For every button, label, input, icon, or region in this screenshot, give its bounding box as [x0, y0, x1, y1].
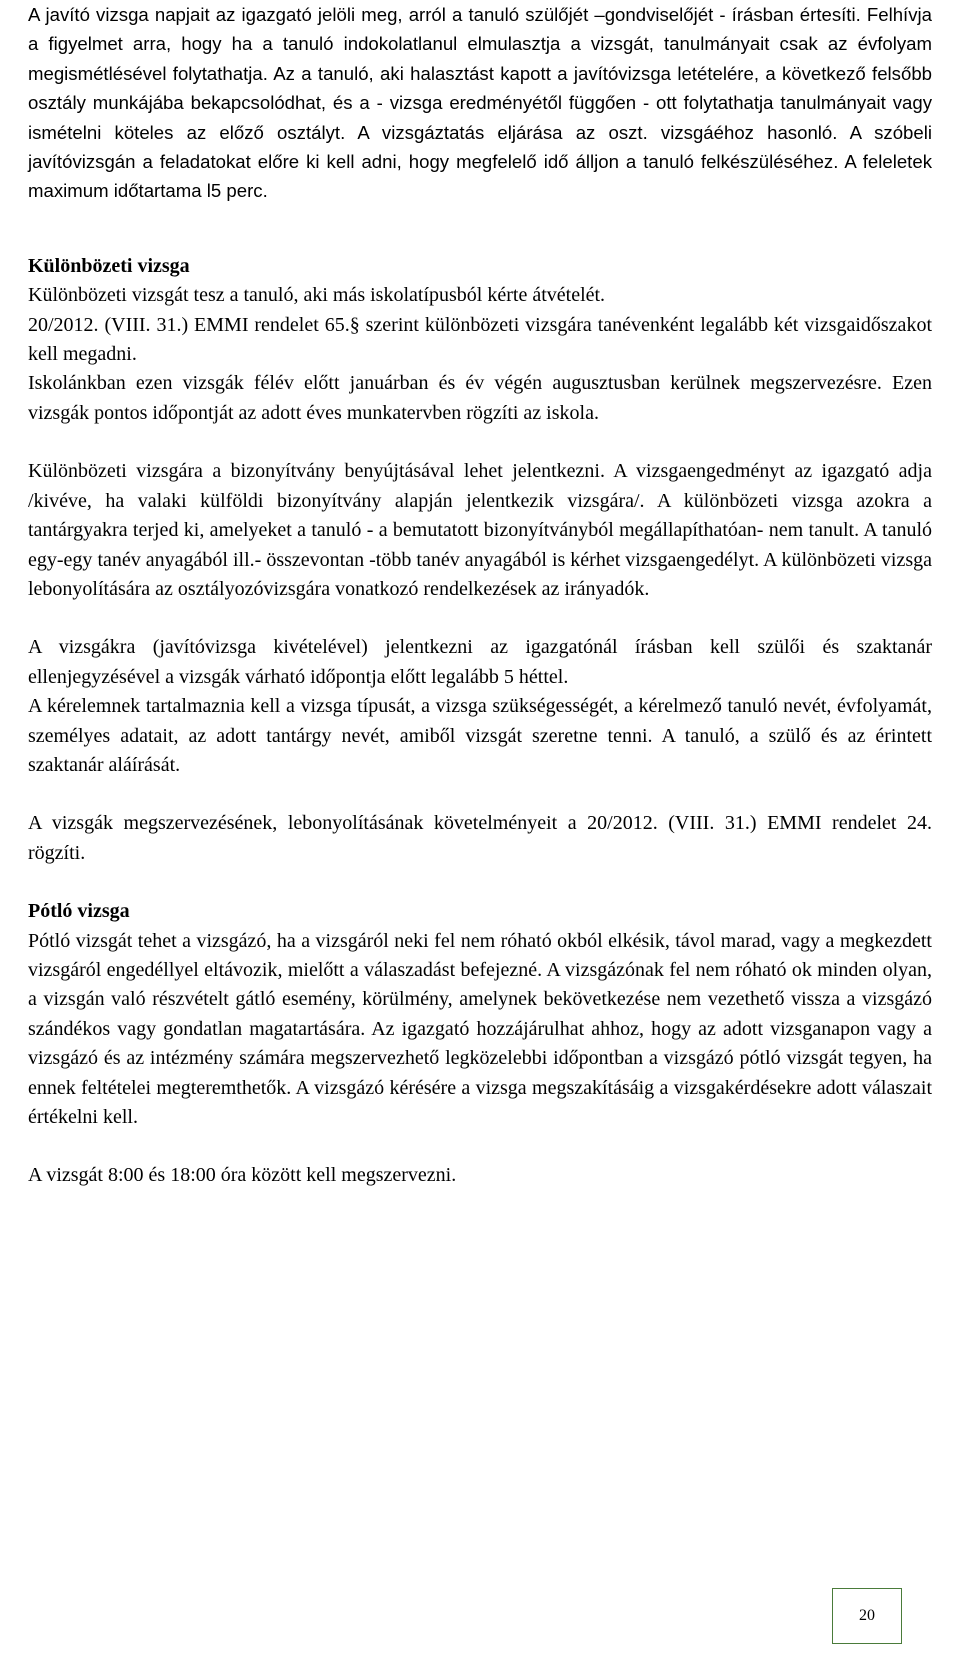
paragraph-jelentkezes: A vizsgákra (javítóvizsga kivételével) jelentkezni az igazgatónál írásban kell szülői és szaktanár ellenjegyzésével a vizsgák várható időpontja előtt legalább 5 héttel. [28, 636, 932, 688]
paragraph-kulonbozeti-2: 20/2012. (VIII. 31.) EMMI rendelet 65.§ szerint különbözeti vizsgára tanévenként legalább két vizsgaidőszakot kell megadni. [28, 313, 932, 366]
paragraph-kulonbozeti-3: Iskolánkban ezen vizsgák félév előtt januárban és év végén augusztusban kerülnek megszervezésre. Ezen vizsgák pontos időpontját az adott éves munkatervben rögzíti az iskola. [28, 372, 932, 424]
paragraph-kulonbozeti-4: Különbözeti vizsgára a bizonyítvány benyújtásával lehet jelentkezni. A vizsgaengedményt az igazgató adja /kivéve, ha valaki külföldi bizonyítvány alapján jelentkezik vizsgára/. A különbözeti vizsga azokra a tantárgyakra terjed ki, amelyeket a tanuló - a bemutatott bizonyítványból megállapíthatóan- nem tanult. A tanuló egy-egy tanév anyagából ill.- összevontan -több tanév anyagából is kérhet vizsgaengedélyt. A különbözeti vizsga lebonyolítására az osztályozóvizsgára vonatkozó rendelkezések az irányadók. [28, 460, 932, 600]
paragraph-javitovizsga: A javító vizsga napjait az igazgató jelöli meg, arról a tanuló szülőjét –gondviselőjét - írásban értesíti. Felhívja a figyelmet arra, hogy ha a tanuló indokolatlanul elmulasztja a vizsgát, tanulmányait csak az évfolyam megismétlésével folytathatja. Az a tanuló, aki halasztást kapott a javítóvizsga letételére, a következő felsőbb osztály munkájába bekapcsolódhat, és a - vizsga eredményétől függően - ott folytathatja tanulmányait vagy ismételni köteles az előző osztályt. A vizsgáztatás eljárása az oszt. vizsgáéhoz hasonló. A szóbeli javítóvizsgán a feladatokat előre ki kell adni, hogy megfelelő idő álljon a tanuló felkészüléséhez. A feleletek maximum időtartama l5 perc. [28, 4, 932, 202]
heading-potlo-vizsga: Pótló vizsga [28, 900, 130, 923]
paragraph-rendelet: A vizsgák megszervezésének, lebonyolításának követelményeit a 20/2012. (VIII. 31.) EMMI rendelet 24. rögzíti. [28, 812, 932, 864]
paragraph-kerelem: A kérelemnek tartalmaznia kell a vizsga típusát, a vizsga szükségességét, a kérelmező tanuló nevét, évfolyamát, személyes adatait, az adott tantárgy nevét, amiből vizsgát szeretne tenni. A tanuló, a szülő és az érintett szaktanár aláírását. [28, 695, 932, 776]
paragraph-potlo-1: Pótló vizsgát tehet a vizsgázó, ha a vizsgáról neki fel nem róható okból elkésik, távol marad, vagy a megkezdett vizsgáról engedéllyel eltávozik, mielőtt a válaszadást befejezné. A vizsgázónak fel nem róható ok minden olyan, a vizsgán való részvételt gátló esemény, körülmény, amelynek bekövetkezése nem vezethető vissza a vizsgázó szándékos vagy gondatlan magatartására. Az igazgató hozzájárulhat ahhoz, hogy az adott vizsganapon vagy a vizsgázó és az intézmény számára megszervezhető legközelebbi időpontban a vizsgázó pótló vizsgát tegyen, ha ennek feltételei megteremthetők. A vizsgázó kérésére a vizsga megszakításáig a vizsgakérdésekre adott válaszait értékelni kell. [28, 929, 932, 1128]
document-body [28, 0, 932, 1191]
paragraph-kulonbozeti-1: Különbözeti vizsgát tesz a tanuló, aki más iskolatípusból kérte átvételét. [28, 284, 606, 307]
heading-kulonbozeti-vizsga: Különbözeti vizsga [28, 254, 190, 277]
paragraph-potlo-2: A vizsgát 8:00 és 18:00 óra között kell megszervezni. [28, 1164, 457, 1187]
page-number: 20 [832, 1588, 902, 1644]
